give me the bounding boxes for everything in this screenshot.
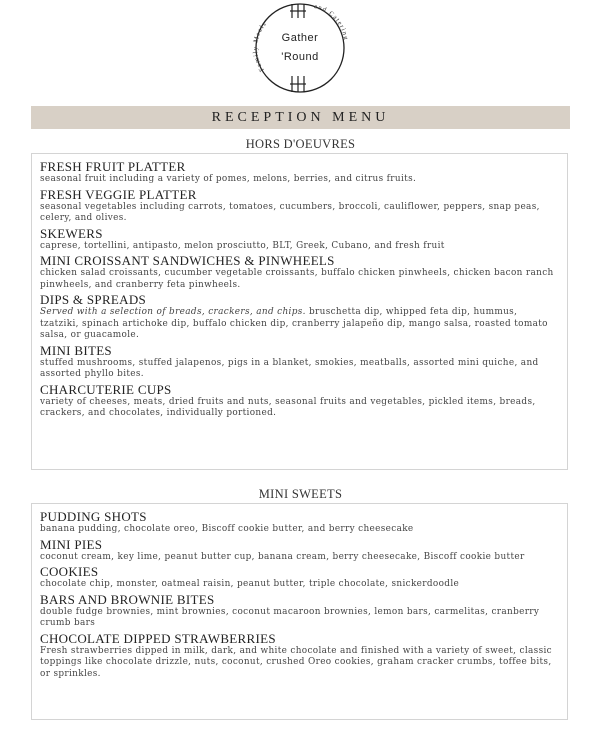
- menu-item: [40, 292, 559, 342]
- menu-item: [40, 382, 559, 420]
- item-title: CHOCOLATE DIPPED STRAWBERRIES: [40, 630, 276, 646]
- item-title: SKEWERS: [40, 225, 103, 241]
- item-desc: double fudge brownies, mint brownies, coconut macaroon brownies, lemon bars, carmelitas, cranberry crumb bars: [40, 606, 540, 628]
- item-title: FRESH VEGGIE PLATTER: [40, 186, 197, 202]
- item-desc: caprese, tortellini, antipasto, melon prosciutto, BLT, Greek, Cubano, and fresh fruit: [40, 240, 445, 251]
- sweets-box: [31, 503, 568, 720]
- hors-section-title: HORS D'OEUVRES: [245, 137, 356, 151]
- item-desc: chocolate chip, monster, oatmeal raisin, peanut butter, triple chocolate, snickerdoodle: [40, 579, 460, 589]
- item-desc: chicken salad croissants, cucumber vegetable croissants, buffalo chicken pinwheels, chicken bacon ranch pinwheels, and cranberry feta pinwheels.: [40, 268, 554, 290]
- item-desc: stuffed mushrooms, stuffed jalapenos, pigs in a blanket, smokies, meatballs, assorted mini quiche, and assorted phyllo bites.: [40, 357, 539, 379]
- menu-item: [40, 226, 559, 253]
- reception-menu-banner: RECEPTION MENU: [31, 106, 570, 129]
- bottom-mark: [290, 76, 306, 92]
- item-desc: seasonal fruit including a variety of pomes, melons, berries, and citrus fruits.: [40, 174, 417, 184]
- item-title: MINI CROISSANT SANDWICHES & PINWHEELS: [40, 253, 335, 268]
- item-title: DIPS & SPREADS: [40, 292, 147, 307]
- menu-item: [40, 253, 559, 291]
- item-title: CHARCUTERIE CUPS: [40, 381, 172, 397]
- item-title: MINI PIES: [40, 536, 103, 552]
- item-title: BARS AND BROWNIE BITES: [40, 591, 215, 607]
- menu-item: [40, 631, 559, 681]
- logo-line-2: 'Round: [281, 51, 319, 63]
- sweets-section-title: MINI SWEETS: [258, 487, 343, 501]
- menu-item: [40, 564, 559, 591]
- logo-ring-left: Family Meals: [252, 20, 269, 73]
- top-mark: [290, 4, 306, 18]
- hors-box: [31, 153, 568, 470]
- svg-text:and Catering: [313, 3, 349, 41]
- item-desc: variety of cheeses, meats, dried fruits and nuts, seasonal fruits and vegetables, pickled items, breads, crackers, and chocolates, individually portioned.: [40, 396, 536, 418]
- logo-line-1: Gather: [281, 32, 319, 44]
- menu-item: [40, 592, 559, 630]
- item-desc: banana pudding, chocolate oreo, Biscoff cookie butter, and berry cheesecake: [40, 524, 414, 534]
- item-title: PUDDING SHOTS: [40, 509, 147, 524]
- svg-text:Family Meals: [252, 20, 268, 73]
- menu-item: [40, 343, 559, 381]
- item-desc: [40, 307, 559, 342]
- item-desc: Fresh strawberries dipped in milk, dark, and white chocolate and finished with a variety of sweet, classic toppings like chocolate drizzle, nuts, coconut, crushed Oreo cookies, graham cracker crumbs, toffee bits, or sprinkles.: [40, 645, 552, 679]
- item-title: FRESH FRUIT PLATTER: [40, 159, 186, 174]
- menu-item: [40, 187, 559, 225]
- item-desc: seasonal vegetables including carrots, tomatoes, cucumbers, broccoli, cauliflower, peppers, snap peas, celery, and olives.: [40, 201, 540, 223]
- logo-ring-right: and Catering: [313, 3, 350, 42]
- item-desc-italic: Served with a selection of breads, crackers, and chips.: [40, 307, 306, 317]
- gather-round-logo: [246, 0, 354, 98]
- item-desc-text: bruschetta dip, whipped feta dip, hummus, tzatziki, spinach artichoke dip, buffalo chicken dip, cranberry jalapeño dip, mango salsa, roasted tomato salsa, or guacamole.: [40, 307, 548, 340]
- menu-item: [40, 509, 559, 536]
- item-title: MINI BITES: [40, 342, 112, 358]
- item-desc: coconut cream, key lime, peanut butter cup, banana cream, berry cheesecake, Biscoff cookie butter: [40, 551, 525, 562]
- item-title: COOKIES: [40, 564, 99, 579]
- menu-item: [40, 537, 559, 564]
- menu-item: [40, 159, 559, 186]
